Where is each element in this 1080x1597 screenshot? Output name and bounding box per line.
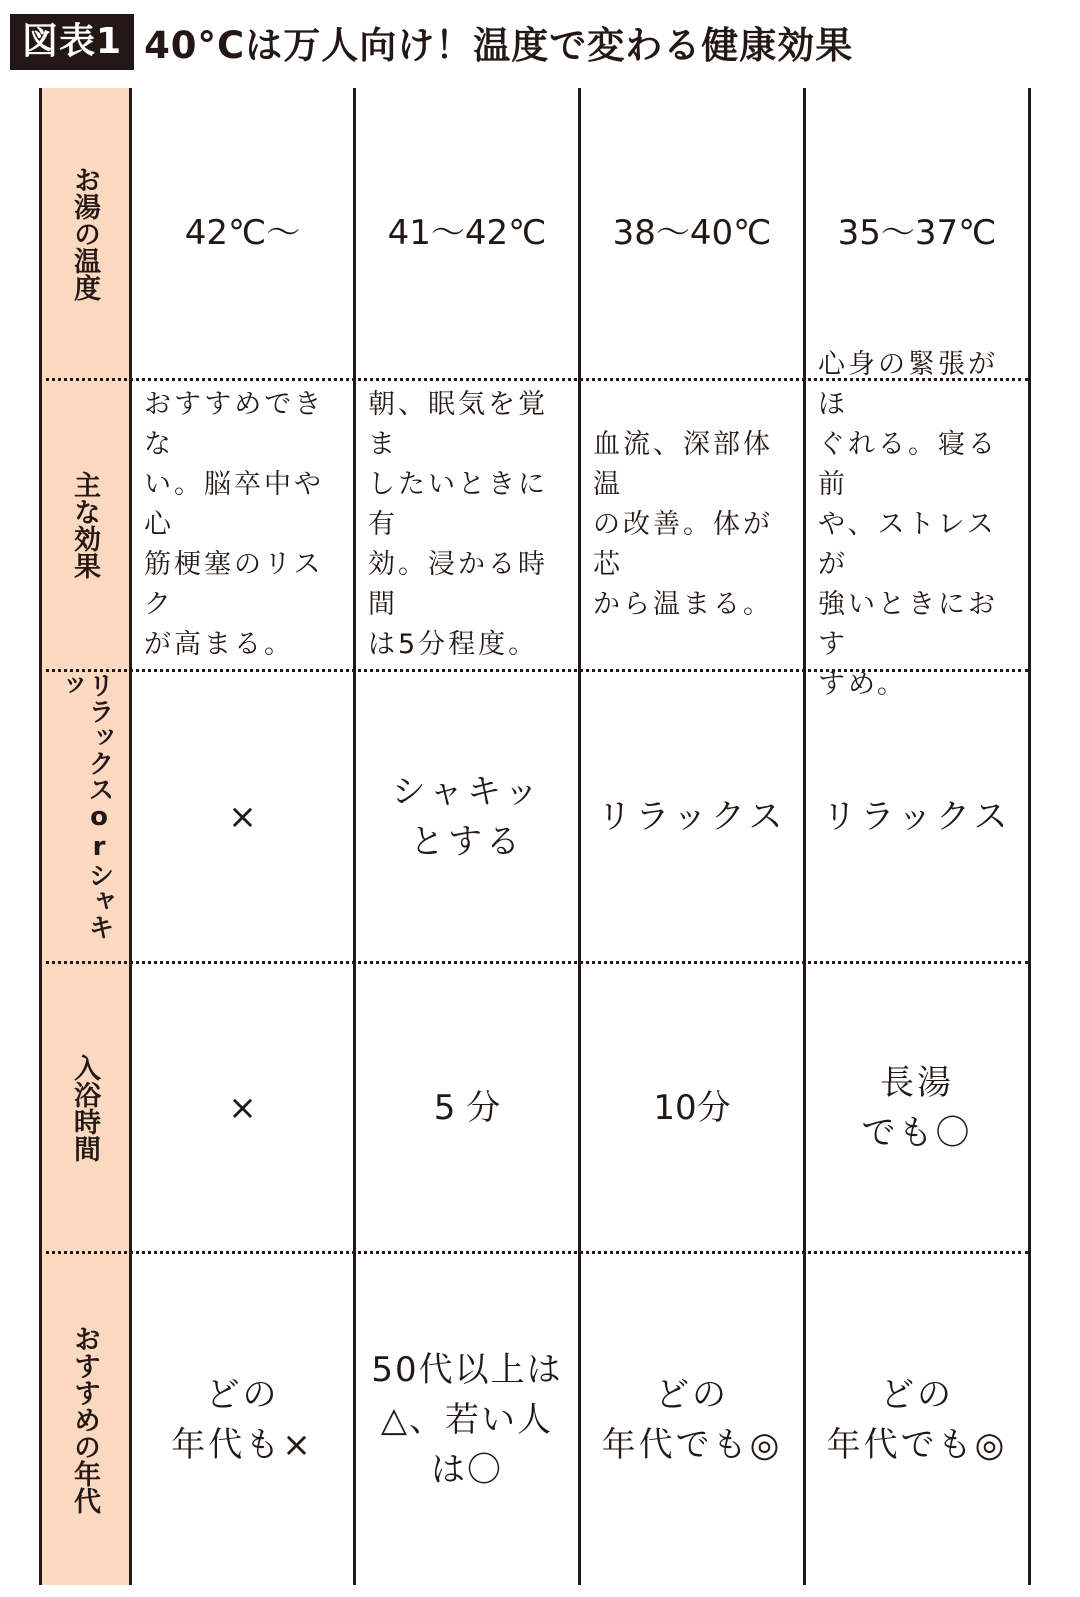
- row-header: [39, 1254, 129, 1585]
- row-header-label: おすすめの年代: [69, 1325, 100, 1514]
- table-cell: どの 年代でも◎: [601, 1374, 783, 1465]
- table-cell: リラックス: [597, 796, 787, 837]
- table-cell: おすすめできな い。脳卒中や心 筋梗塞のリスク が高まる。: [144, 389, 325, 660]
- table-cell: 35〜37℃: [837, 213, 997, 253]
- health-effects-table: [39, 88, 1055, 1585]
- table-cell: リラックス: [822, 796, 1012, 837]
- table-cell: どの 年代でも◎: [826, 1374, 1008, 1465]
- table-row: [39, 964, 1055, 1251]
- table-row: [39, 1254, 1055, 1585]
- table-cell: 5 分: [433, 1087, 501, 1128]
- table-row: [39, 349, 1055, 700]
- table-cell: 38〜40℃: [612, 213, 772, 253]
- table-cell: 10分: [653, 1087, 731, 1128]
- title-bar: [10, 14, 853, 70]
- table-cell: シャキッ とする: [391, 771, 543, 862]
- table-cell: どの 年代も×: [171, 1374, 314, 1465]
- row-header-label: お湯の温度: [69, 165, 100, 301]
- row-header-label: リラックスorシャキッ: [54, 672, 114, 940]
- row-header: [39, 88, 129, 378]
- row-header-label: 入浴時間: [69, 1053, 100, 1162]
- table-cell: 血流、深部体温 の改善。体が芯 から温まる。: [593, 429, 773, 620]
- table-cell: 41〜42℃: [387, 213, 547, 253]
- table-cell: 42℃〜: [184, 213, 301, 253]
- table-cell: ×: [228, 1087, 257, 1128]
- row-header: [39, 672, 129, 961]
- table-cell: 朝、眠気を覚ま したいときに有 効。浸かる時間 は5分程度。: [368, 389, 548, 660]
- row-header: [39, 964, 129, 1251]
- row-header-label: 主な効果: [69, 471, 100, 579]
- table-cell: 心身の緊張がほ ぐれる。寝る前 や、ストレスが 強いときにおす すめ。: [818, 349, 998, 700]
- figure-title: 40°Cは万人向け！温度で変わる健康効果: [144, 24, 854, 67]
- figure-label: 図表1: [10, 14, 134, 70]
- table-cell: 長湯 でも〇: [861, 1062, 973, 1153]
- table-cell: 50代以上は △、若い人 は〇: [371, 1349, 563, 1490]
- table-row: [39, 88, 1055, 378]
- table-row: [39, 672, 1055, 961]
- row-header: [39, 381, 129, 669]
- table-cell: ×: [228, 796, 257, 837]
